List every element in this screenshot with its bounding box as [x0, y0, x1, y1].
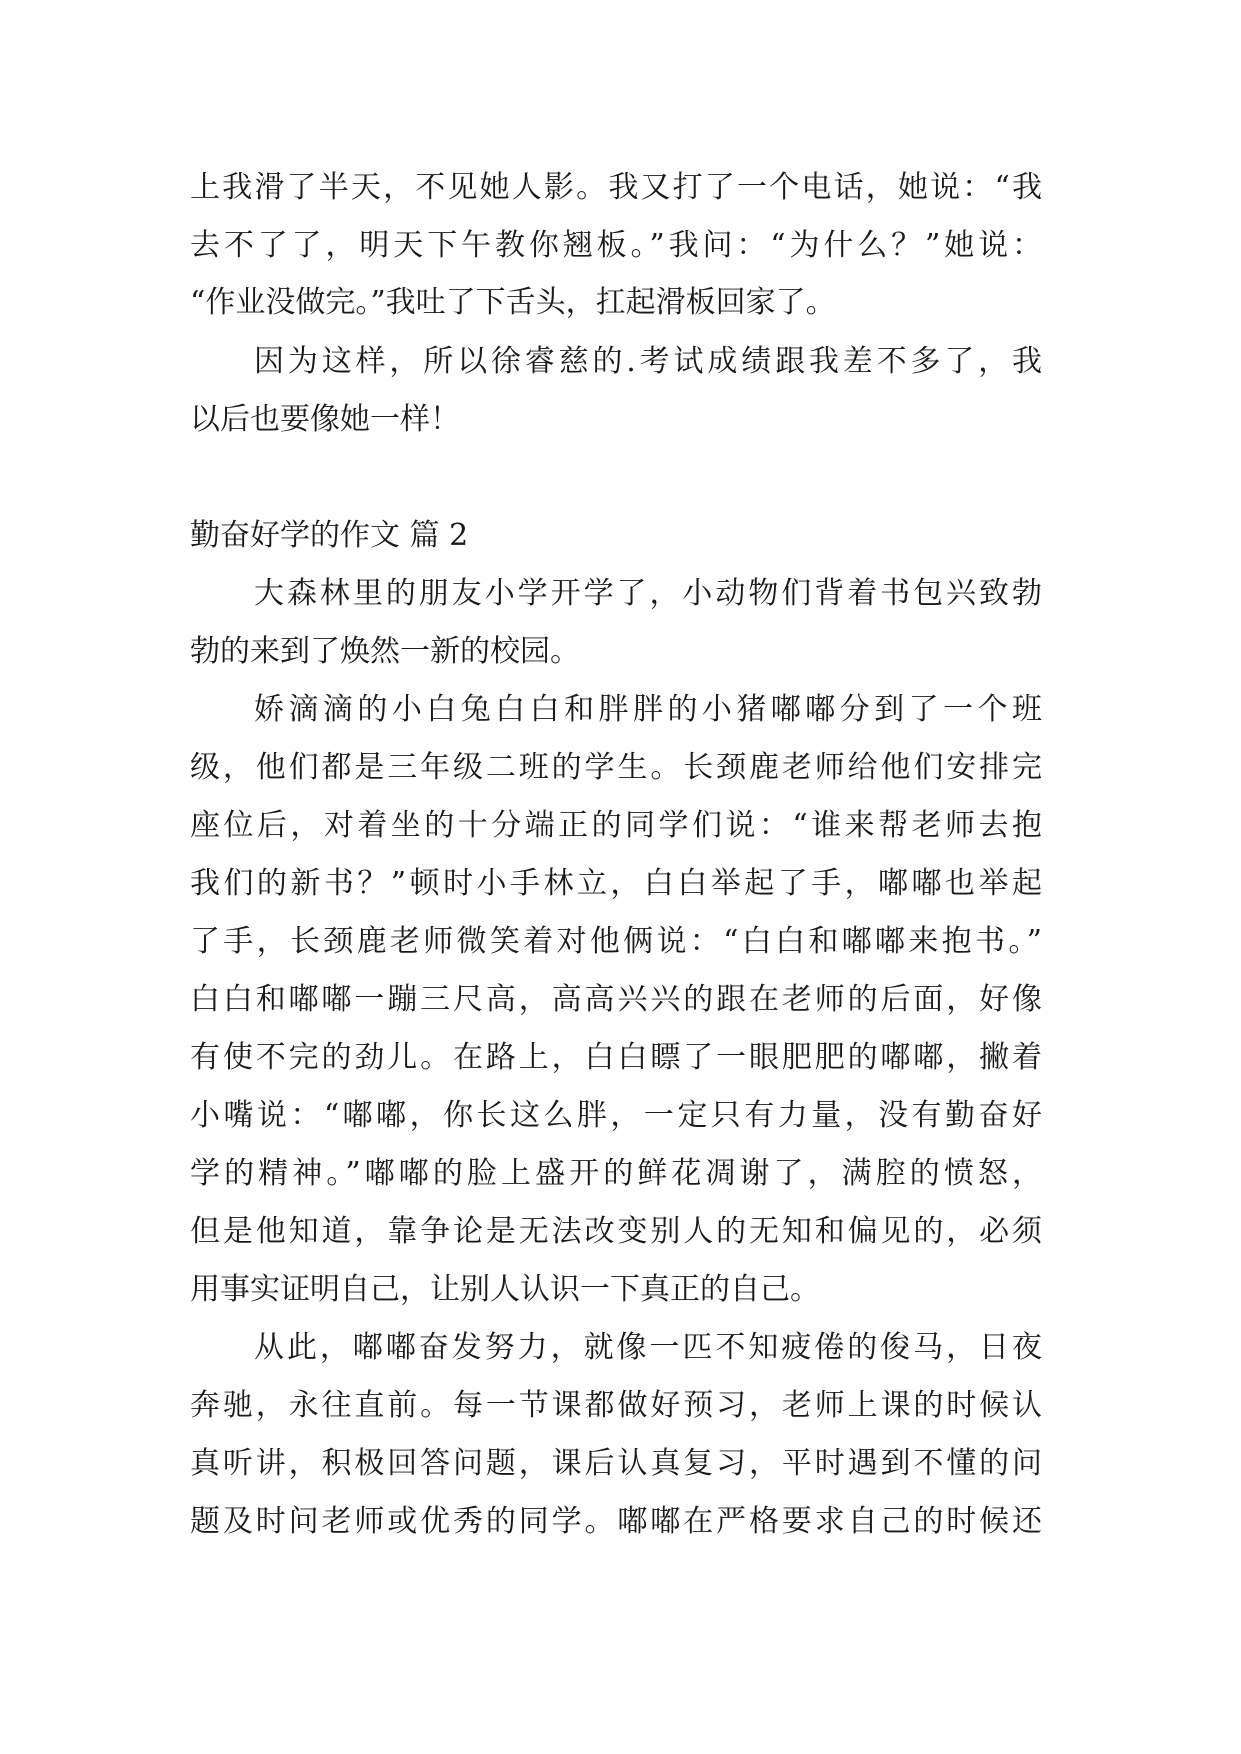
paragraph-first-line: 从此，嘟嘟奋发努力，就像一匹不知疲倦的俊马，日夜 [254, 1330, 1042, 1365]
paragraph-first-line: 大森林里的朋友小学开学了，小动物们背着书包兴致勃 [254, 576, 1042, 611]
text-line: 题及时问老师或优秀的同学。嘟嘟在严格要求自己的时候还 [190, 1504, 1042, 1539]
text-line: 去不了了，明天下午教你翘板。”我问：“为什么？”她说： [190, 228, 1042, 263]
paragraph-first-line: 因为这样，所以徐睿慈的.考试成绩跟我差不多了，我 [254, 344, 1042, 379]
text-line: 以后也要像她一样！ [190, 402, 460, 437]
text-line: 级，他们都是三年级二班的学生。长颈鹿老师给他们安排完 [190, 750, 1042, 785]
text-line: 座位后，对着坐的十分端正的同学们说：“谁来帮老师去抱 [190, 808, 1042, 843]
text-line: 小嘴说：“嘟嘟，你长这么胖，一定只有力量，没有勤奋好 [190, 1098, 1042, 1133]
text-line: 奔驰，永往直前。每一节课都做好预习，老师上课的时候认 [190, 1388, 1042, 1423]
text-line: 勃的来到了焕然一新的校园。 [190, 634, 580, 669]
text-line: 用事实证明自己，让别人认识一下真正的自己。 [190, 1272, 820, 1307]
text-line: 了手，长颈鹿老师微笑着对他俩说：“白白和嘟嘟来抱书。” [190, 924, 1042, 959]
text-line: 有使不完的劲儿。在路上，白白瞟了一眼肥肥的嘟嘟，撇着 [190, 1040, 1042, 1075]
text-line: 我们的新书？”顿时小手林立，白白举起了手，嘟嘟也举起 [190, 866, 1042, 901]
text-line: 学的精神。”嘟嘟的脸上盛开的鲜花凋谢了，满腔的愤怒， [190, 1156, 1042, 1191]
text-line: “作业没做完。”我吐了下舌头，扛起滑板回家了。 [190, 285, 836, 320]
text-line: 但是他知道，靠争论是无法改变别人的无知和偏见的，必须 [190, 1214, 1042, 1249]
text-line: 真听讲，积极回答问题，课后认真复习，平时遇到不懂的问 [190, 1446, 1042, 1481]
paragraph-first-line: 娇滴滴的小白兔白白和胖胖的小猪嘟嘟分到了一个班 [254, 692, 1042, 727]
text-line: 白白和嘟嘟一蹦三尺高，高高兴兴的跟在老师的后面，好像 [190, 982, 1042, 1017]
text-line: 上我滑了半天，不见她人影。我又打了一个电话，她说：“我 [190, 170, 1042, 205]
section-heading: 勤奋好学的作文 篇 2 [190, 518, 469, 553]
